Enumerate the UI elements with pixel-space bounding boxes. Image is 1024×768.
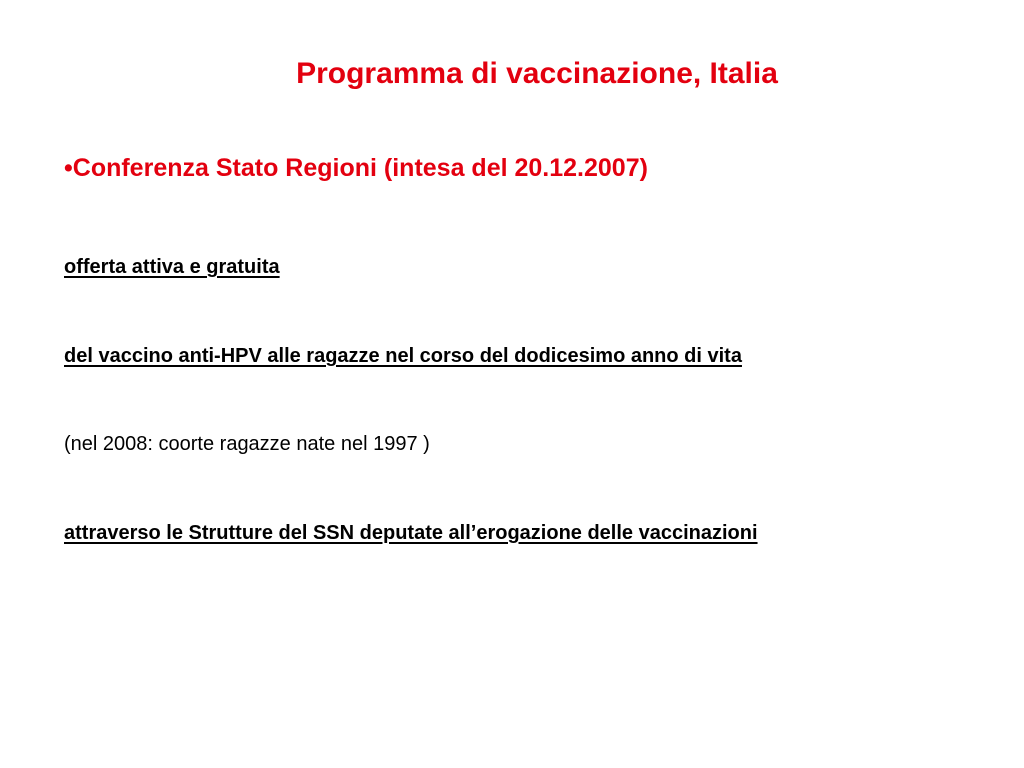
- underlined-text: offerta attiva e gratuita: [64, 256, 280, 278]
- bullet-marker: •: [64, 154, 73, 182]
- bullet-text: Conferenza Stato Regioni (intesa del 20.12.2007): [72, 154, 648, 182]
- plain-text: (nel 2008: coorte ragazze nate nel 1997 ): [64, 433, 430, 455]
- slide-title: Programma di vaccinazione, Italia: [296, 57, 778, 90]
- underlined-text: del vaccino anti-HPV alle ragazze nel corso del dodicesimo anno di vita: [64, 345, 742, 367]
- underlined-text: attraverso le Strutture del SSN deputate all’erogazione delle vaccinazioni: [64, 522, 758, 544]
- paragraph-coorte: [64, 423, 984, 465]
- paragraph-vaccino: [64, 335, 984, 377]
- paragraph-strutture: [64, 512, 984, 554]
- bullet-item: [64, 150, 648, 186]
- paragraph-offerta: [64, 246, 984, 288]
